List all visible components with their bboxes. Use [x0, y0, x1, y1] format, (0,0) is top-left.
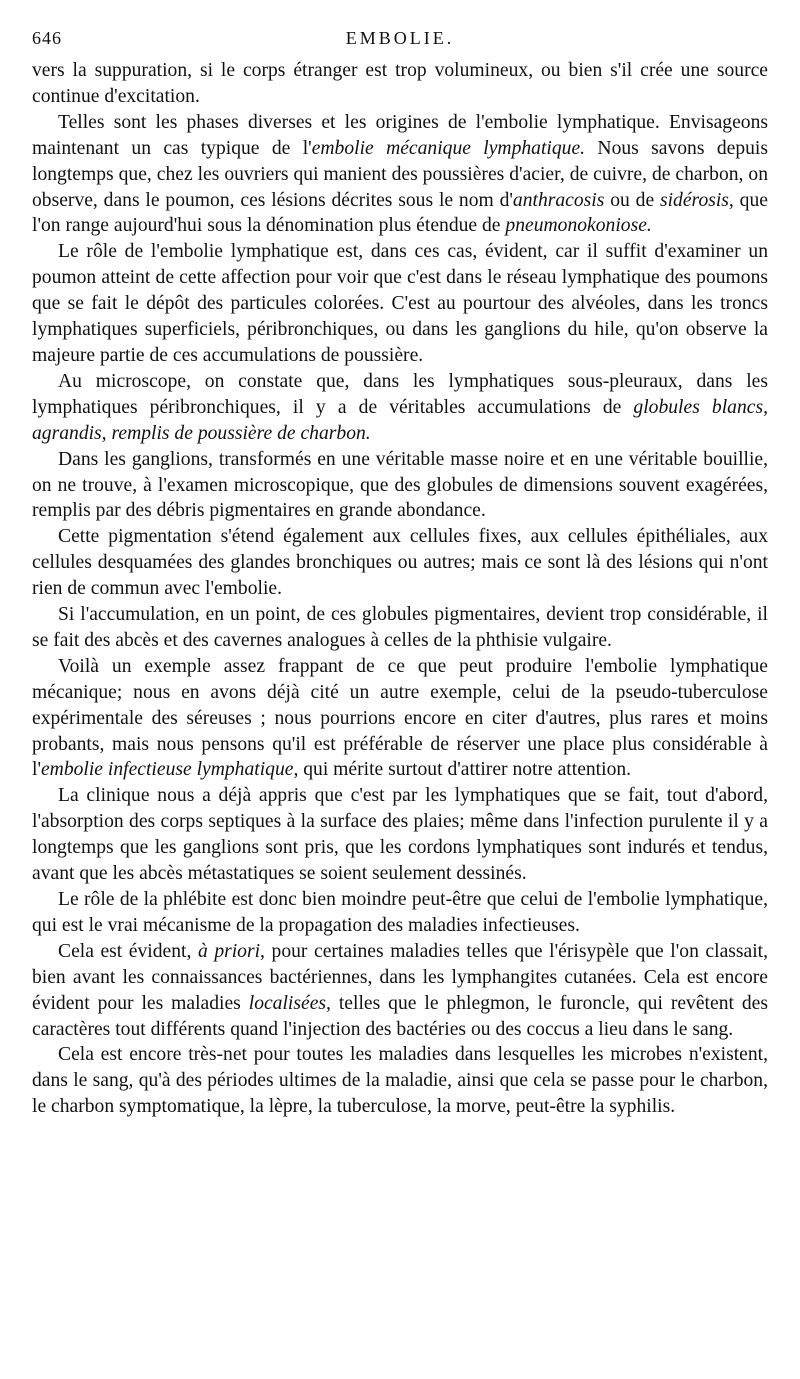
text-run: Voilà un exemple assez frappant de ce que peut produire l'embolie lymphatique mécanique; nous en avons déjà cité un autre exemple, celui de la pseudo-tuberculose expérimentale des séreuses ; nous pourrions encore en citer d'autres, plus rares et moins probants, mais nous pensons qu'il est préférable de réserver une place plus considérable à l' [32, 655, 768, 781]
text-run: Si l'accumulation, en un point, de ces globules pigmentaires, devient trop considérable, il se fait des abcès et des cavernes analogues à celles de la phthisie vulgaire. [32, 604, 768, 651]
text-run: Le rôle de la phlébite est donc bien moindre peut-être que celui de l'embolie lymphatique, qui est le vrai mécanisme de la propagation des maladies infectieuses. [32, 889, 768, 936]
italic-text: sidérosis, [659, 189, 734, 211]
italic-text: globules blancs, agrandis, remplis de poussière de charbon. [32, 396, 768, 444]
text-run: Au microscope, on constate que, dans les lymphatiques sous-pleuraux, dans les lymphatiques péribronchiques, il y a de véritables accumulations de [32, 370, 768, 418]
paragraph [32, 447, 768, 525]
paragraph [32, 887, 768, 939]
text-run: qui mérite surtout d'attirer notre attention. [298, 759, 632, 781]
chapter-title: EMBOLIE. [345, 28, 455, 48]
paragraph [32, 602, 768, 654]
text-run: Telles sont les phases diverses et les origines de l'embolie lymphatique. Envisageons maintenant un cas typique de l' [32, 111, 768, 159]
text-run: telles que le phlegmon, le furoncle, qui revêtent des caractères tout différents quand l'injection des bactéries ou des coccus a lieu dans le sang. [32, 992, 768, 1040]
text-run: Cette pigmentation s'étend également aux cellules fixes, aux cellules épithéliales, aux cellules desquamées des glandes bronchiques ou autres; mais ce sont là des lésions qui n'ont rien de commun avec l'embolie. [32, 526, 768, 600]
paragraph [32, 110, 768, 240]
paragraph [32, 239, 768, 369]
text-run: que l'on range aujourd'hui sous la dénomination plus étendue de [32, 189, 768, 237]
text-run: Cela est encore très-net pour toutes les maladies dans lesquelles les microbes n'existent, dans le sang, qu'à des périodes ultimes de la maladie, ainsi que cela se passe pour le charbon, le charbon symptomatique, la lèpre, la tuberculose, la morve, peut-être la syphilis. [32, 1044, 768, 1118]
body-text [32, 58, 768, 1120]
italic-text: embolie infectieuse lymphatique, [40, 759, 299, 781]
paragraph [32, 524, 768, 602]
italic-text: anthracosis [512, 189, 605, 211]
text-run: ou de [604, 189, 660, 211]
running-head [32, 28, 768, 58]
text-run: vers la suppuration, si le corps étranger est trop volumineux, ou bien s'il crée une source continue d'excitation. [32, 60, 768, 107]
paragraph [32, 783, 768, 887]
italic-text: pneumonokoniose. [505, 215, 652, 237]
paragraph [32, 58, 768, 110]
text-run: La clinique nous a déjà appris que c'est par les lymphatiques que se fait, tout d'abord, l'absorption des corps septiques à la surface des plaies; même dans l'infection purulente il y a longtemps que les ganglions sont pris, que les cordons lymphatiques sont indurés et tendus, avant que les abcès métastatiques se soient seulement dessinés. [32, 785, 768, 885]
text-run: Le rôle de l'embolie lymphatique est, dans ces cas, évident, car il suffit d'examiner un poumon atteint de cette affection pour voir que c'est dans le réseau lymphatique des poumons que se fait le dépôt des particules colorées. C'est au pourtour des alvéoles, dans les troncs lymphatiques superficiels, péribronchiques, ou dans les ganglions du hile, qu'on observe la majeure partie de ces accumulations de poussière. [32, 241, 768, 366]
text-run: Nous savons depuis longtemps que, chez les ouvriers qui manient des poussières d'acier, de cuivre, de charbon, on observe, dans le poumon, ces lésions décrites sous le nom d' [32, 137, 768, 211]
text-run: Cela est évident, [58, 940, 198, 962]
paragraph [32, 369, 768, 447]
paragraph [32, 654, 768, 784]
italic-text: à priori, [197, 940, 265, 962]
italic-text: localisées, [248, 992, 331, 1014]
paragraph [32, 939, 768, 1043]
paragraph [32, 1042, 768, 1120]
text-run: Dans les ganglions, transformés en une véritable masse noire et en une véritable bouillie, on ne trouve, à l'examen microscopique, que des globules de dimensions souvent exagérées, remplis par des débris pigmentaires en grande abondance. [32, 448, 768, 522]
italic-text: embolie mécanique lymphatique. [311, 137, 586, 159]
page-number: 646 [32, 28, 62, 48]
text-run: pour certaines maladies telles que l'érisypèle que l'on classait, bien avant les connaissances bactériennes, dans les lymphangites cutanées. Cela est encore évident pour les maladies [32, 940, 769, 1014]
